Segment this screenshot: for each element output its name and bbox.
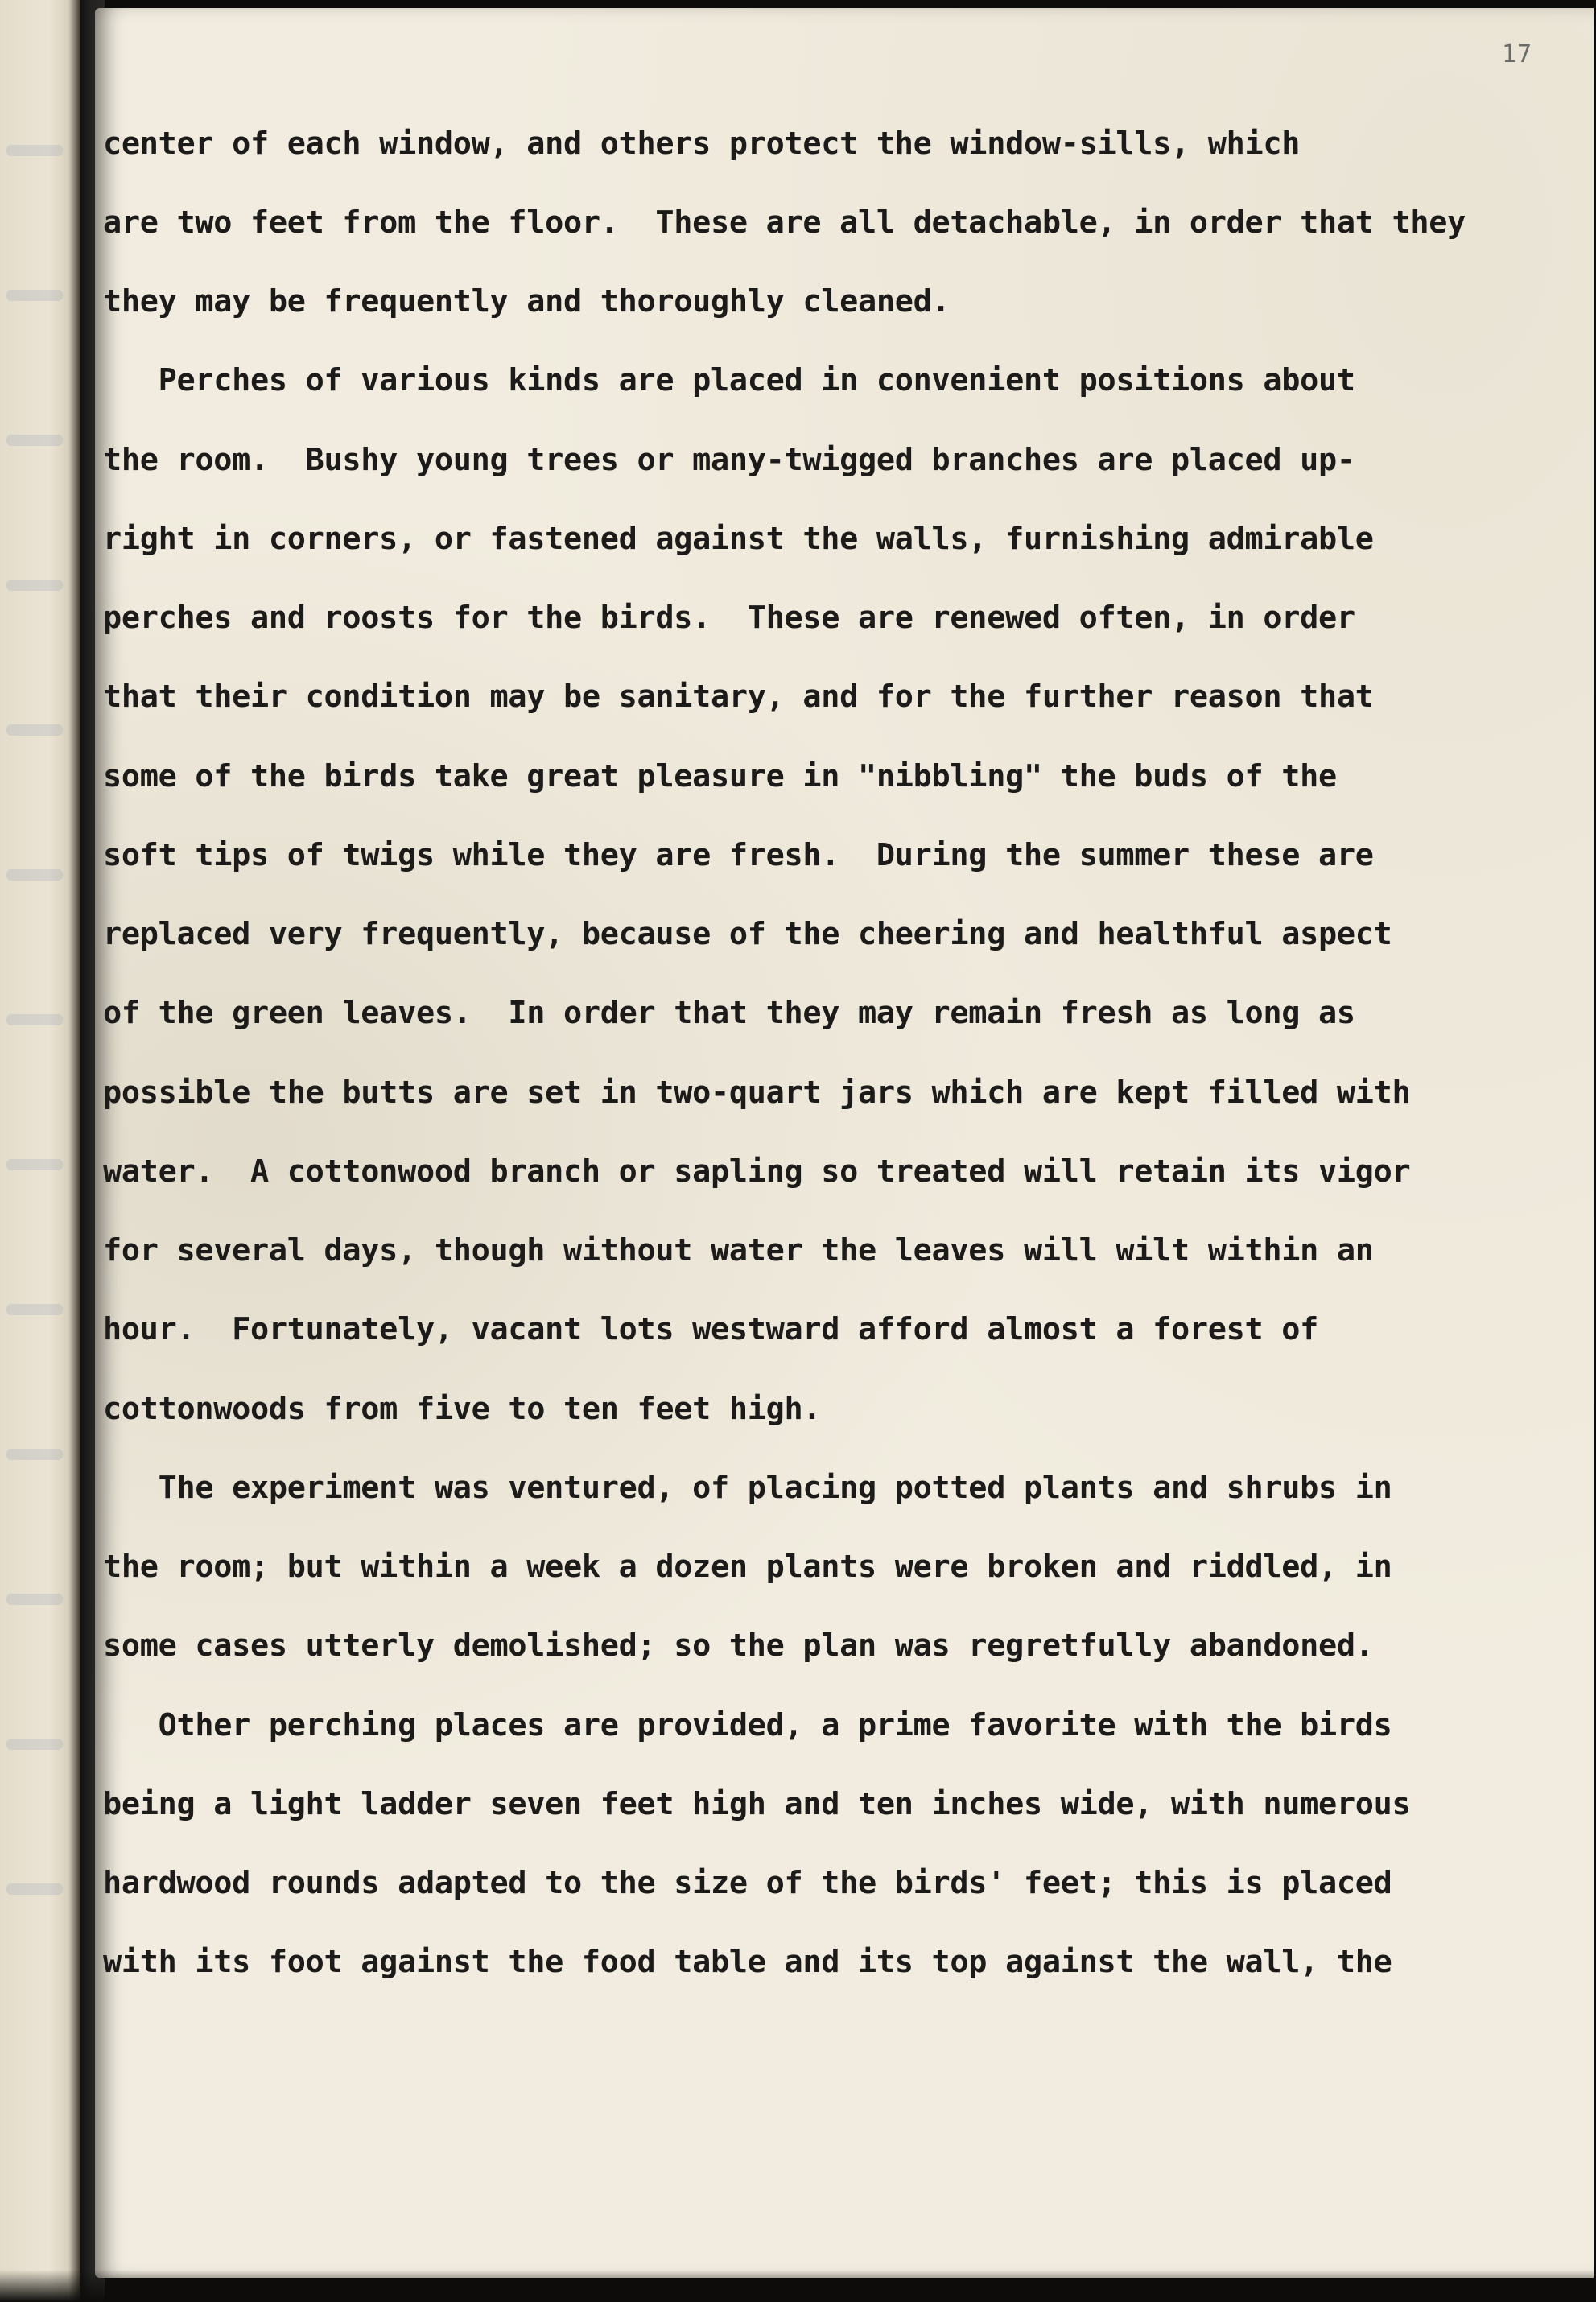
text-line: the room. Bushy young trees or many-twigged branches are placed up- (103, 442, 1355, 478)
text-line: right in corners, or fastened against the walls, furnishing admirable (103, 521, 1374, 557)
text-line: hour. Fortunately, vacant lots westward afford almost a forest of (103, 1311, 1319, 1347)
page-number: 17 (1502, 40, 1533, 68)
text-line: Other perching places are provided, a prime favorite with the birds (103, 1707, 1392, 1743)
typewritten-page (95, 8, 1594, 2278)
text-line: cottonwoods from five to ten feet high. (103, 1391, 822, 1427)
text-line: possible the butts are set in two-quart jars which are kept filled with (103, 1075, 1411, 1111)
text-line: with its foot against the food table and its top against the wall, the (103, 1944, 1392, 1980)
text-line: some of the birds take great pleasure in "nibbling" the buds of the (103, 758, 1337, 794)
previous-page-edge (0, 0, 80, 2302)
text-line: Perches of various kinds are placed in convenient positions about (103, 362, 1355, 398)
text-line: perches and roosts for the birds. These are renewed often, in order (103, 600, 1355, 636)
text-line: for several days, though without water the leaves will wilt within an (103, 1232, 1374, 1269)
text-line: they may be frequently and thoroughly cleaned. (103, 283, 951, 320)
text-line: replaced very frequently, because of the cheering and healthful aspect (103, 916, 1392, 952)
text-line: some cases utterly demolished; so the plan was regretfully abandoned. (103, 1627, 1374, 1664)
text-line: are two feet from the floor. These are all detachable, in order that they (103, 204, 1466, 241)
text-line: water. A cottonwood branch or sapling so treated will retain its vigor (103, 1153, 1411, 1190)
text-line: that their condition may be sanitary, and for the further reason that (103, 679, 1374, 715)
text-line: hardwood rounds adapted to the size of the birds' feet; this is placed (103, 1865, 1392, 1901)
text-line: of the green leaves. In order that they may remain fresh as long as (103, 995, 1355, 1031)
text-line: The experiment was ventured, of placing potted plants and shrubs in (103, 1470, 1392, 1506)
text-line: the room; but within a week a dozen plants were broken and riddled, in (103, 1549, 1392, 1585)
text-line: soft tips of twigs while they are fresh. During the summer these are (103, 837, 1374, 873)
text-line: being a light ladder seven feet high and ten inches wide, with numerous (103, 1786, 1411, 1822)
text-line: center of each window, and others protect the window-sills, which (103, 126, 1301, 162)
